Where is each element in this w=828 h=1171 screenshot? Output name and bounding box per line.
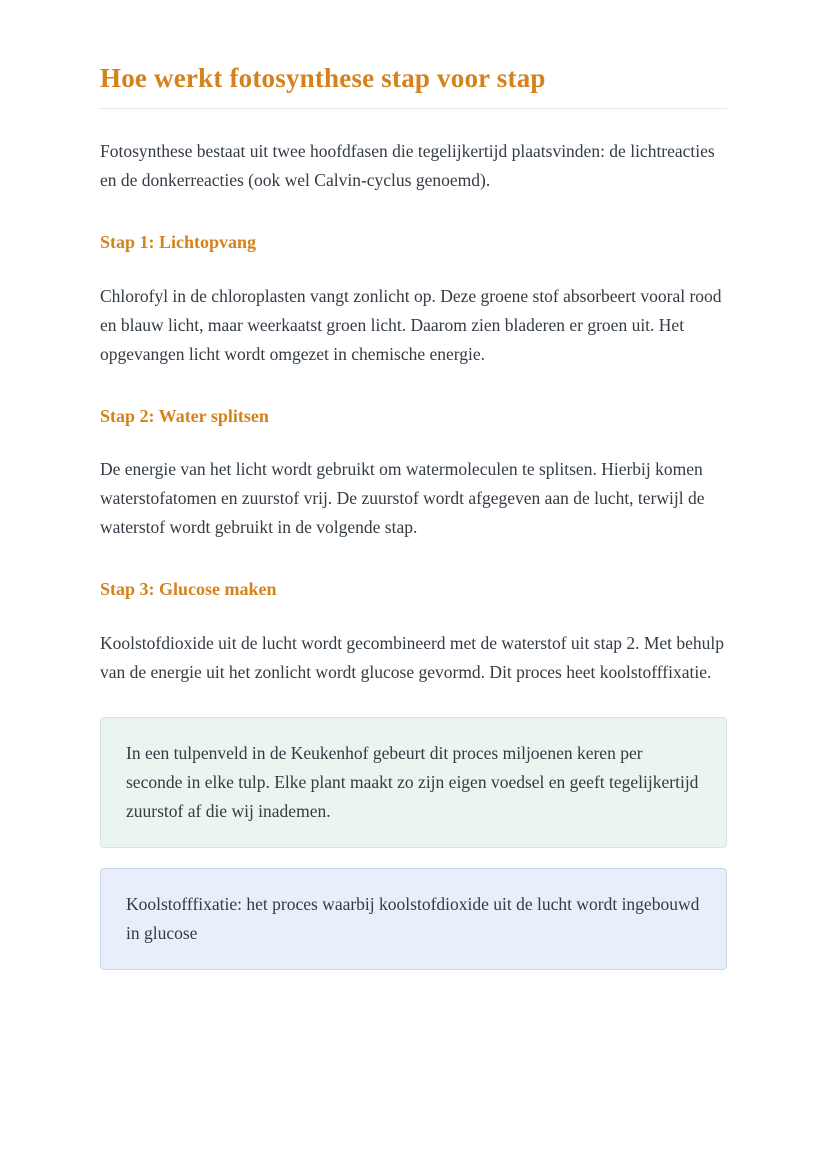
- section-heading-step-3: Stap 3: Glucose maken: [100, 579, 277, 600]
- callout-example-text: In een tulpenveld in de Keukenhof gebeurt dit proces miljoenen keren per seconde in elke tulp. Elke plant maakt zo zijn eigen voedsel en geeft tegelijkertijd zuurstof af die wij inademen.: [126, 742, 699, 821]
- callout-definition-text: Koolstofffixatie: het proces waarbij koolstofdioxide uit de lucht wordt ingebouwd in glucose: [126, 893, 700, 943]
- callout-example-green: [100, 717, 727, 848]
- intro-paragraph: Fotosynthese bestaat uit twee hoofdfasen die tegelijkertijd plaatsvinden: de lichtreacties en de donkerreacties (ook wel Calvin-cyclus genoemd).: [100, 141, 715, 191]
- section-body-step-2: De energie van het licht wordt gebruikt om watermoleculen te splitsen. Hierbij komen waterstofatomen en zuurstof vrij. De zuurstof wordt afgegeven aan de lucht, terwijl de waterstof wordt gebruikt in de volgende stap.: [100, 459, 705, 538]
- callout-definition-blue: [100, 868, 727, 970]
- page-title: Hoe werkt fotosynthese stap voor stap: [100, 63, 546, 93]
- section-body-step-3: Koolstofdioxide uit de lucht wordt gecombineerd met de waterstof uit stap 2. Met behulp van de energie uit het zonlicht wordt glucose gevormd. Dit proces heet koolstofffixatie.: [100, 632, 725, 682]
- section-heading-step-2: Stap 2: Water splitsen: [100, 405, 269, 426]
- section-body-step-1: Chlorofyl in de chloroplasten vangt zonlicht op. Deze groene stof absorbeert vooral rood en blauw licht, maar weerkaatst groen licht. Daarom zien bladeren er groen uit. Het opgevangen licht wordt omgezet in chemische energie.: [100, 285, 722, 364]
- title-divider: [100, 108, 727, 109]
- section-heading-step-1: Stap 1: Lichtopvang: [100, 232, 257, 253]
